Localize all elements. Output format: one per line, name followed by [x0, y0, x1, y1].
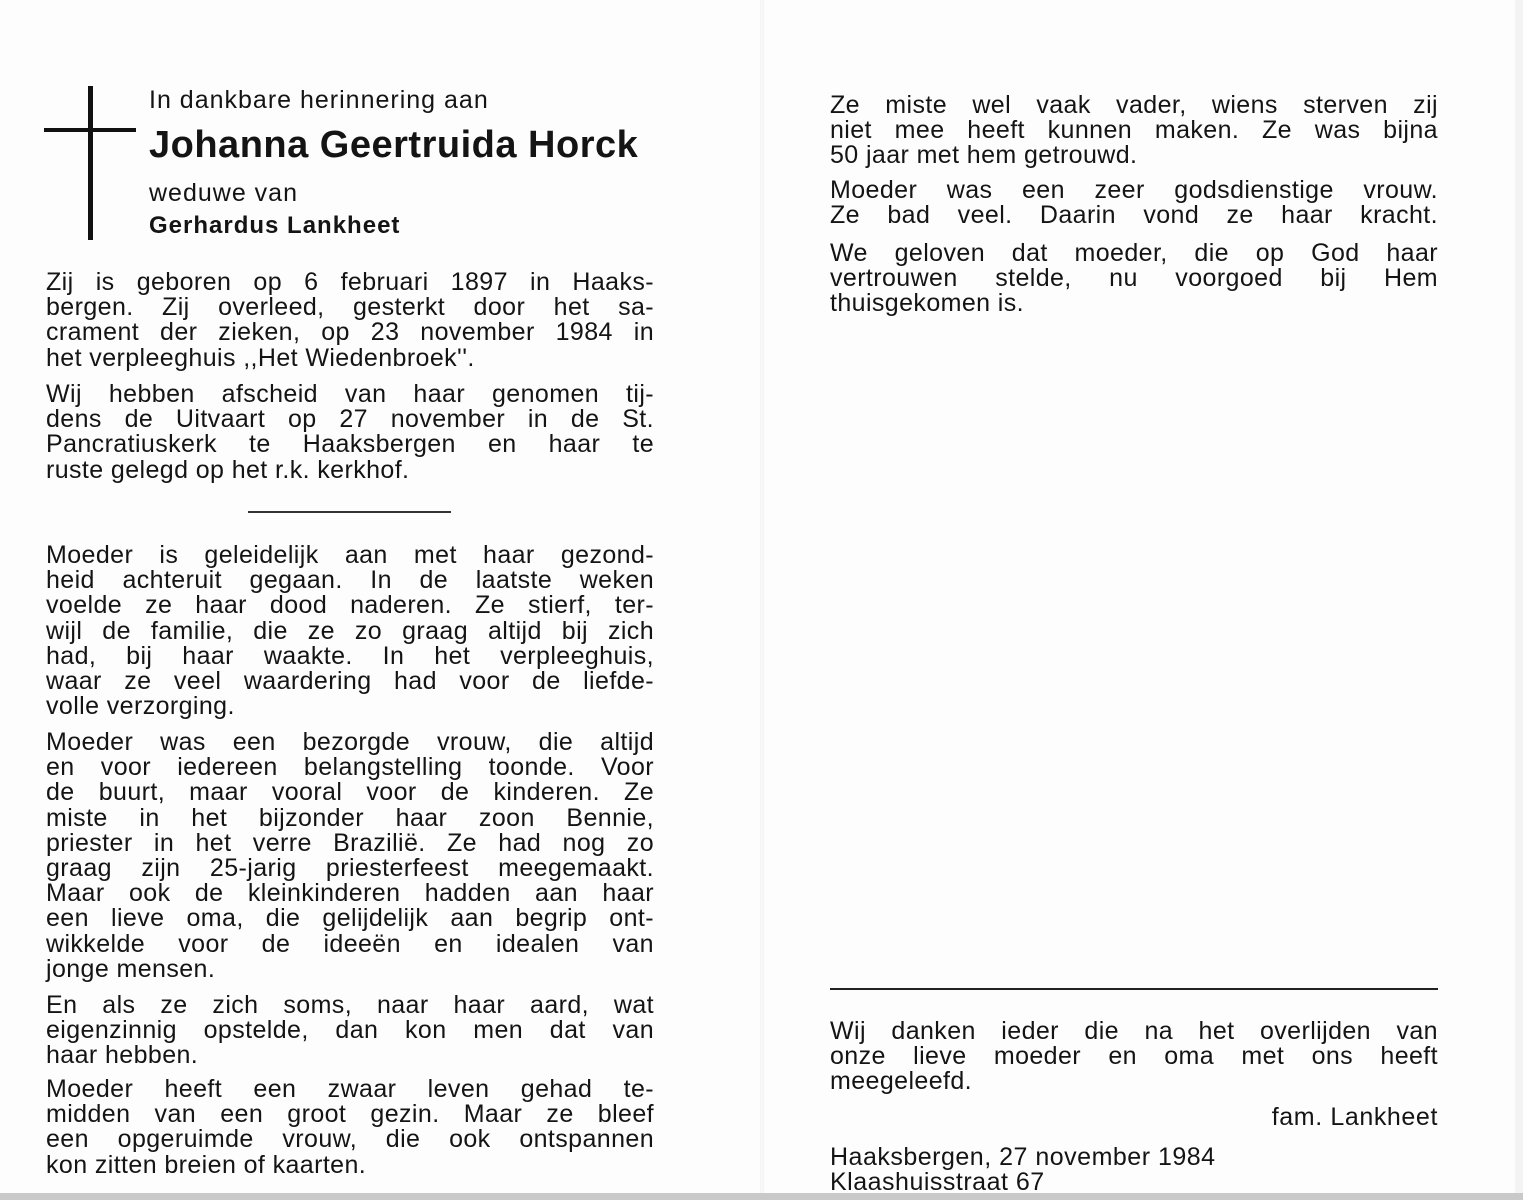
- divider: [830, 988, 1438, 990]
- father-paragraph: Ze miste wel vaak vader, wiens sterven zij niet mee heeft kunnen maken. Ze was bijna 50 jaar met hem getrouwd.: [830, 91, 1438, 170]
- widow-of-label: weduwe van: [149, 179, 298, 207]
- deceased-name: Johanna Geertruida Horck: [149, 124, 639, 166]
- address: Klaashuisstraat 67: [830, 1168, 1045, 1196]
- header-intro: In dankbare herinnering aan: [149, 86, 489, 114]
- family-signature: fam. Lankheet: [1271, 1103, 1438, 1131]
- card-edge: [1515, 0, 1523, 1193]
- health-paragraph: Moeder is geleidelijk aan met haar gezond- heid achteruit gegaan. In de laatste weken voelde ze haar dood naderen. Ze stierf, ter- wijl de familie, die ze zo graag altijd bij zich had, bij haar waakte. In het verpleeghuis, waar ze veel waardering had voor de liefde- volle verzorging.: [46, 541, 654, 721]
- character-paragraph: Moeder was een bezorgde vrouw, die altijd en voor iedereen belangstelling toonde. Voor de buurt, maar vooral voor de kinderen. Ze miste in het bijzonder haar zoon Bennie, priester in het verre Brazilië. Ze had nog zo graag zijn 25-jarig priesterfeest meegemaakt. Maar ook de kleinkinderen hadden aan haar een lieve oma, die gelijdelijk aan begrip ont- wikkelde voor de ideeën en idealen van jonge mensen.: [46, 728, 654, 983]
- birth-death-paragraph: Zij is geboren op 6 februari 1897 in Haaks- bergen. Zij overleed, gesterkt door het sa- crament der zieken, op 23 november 1984 in het verpleeghuis ,,Het Wiedenbroek''.: [46, 268, 654, 372]
- cross-icon: [44, 86, 136, 240]
- family-paragraph: Moeder heeft een zwaar leven gehad te- midden van een groot gezin. Maar ze bleef een opgeruimde vrouw, die ook ontspannen kon zitten breien of kaarten.: [46, 1075, 654, 1179]
- funeral-paragraph: Wij hebben afscheid van haar genomen tij- dens de Uitvaart op 27 november in de St. Pancratiuskerk te Haaksbergen en haar te ruste gelegd op het r.k. kerkhof.: [46, 380, 654, 484]
- thanks-paragraph: Wij danken ieder die na het overlijden van onze lieve moeder en oma met ons heeft meegeleefd.: [830, 1017, 1438, 1096]
- card-bottom-edge: [0, 1193, 1523, 1200]
- place-date: Haaksbergen, 27 november 1984: [830, 1143, 1216, 1171]
- husband-name: Gerhardus Lankheet: [149, 212, 401, 239]
- divider: [248, 511, 451, 513]
- nature-paragraph: En als ze zich soms, naar haar aard, wat eigenzinnig opstelde, dan kon men dat van haar hebben.: [46, 991, 654, 1070]
- belief-paragraph: We geloven dat moeder, die op God haar vertrouwen stelde, nu voorgoed bij Hem thuisgekomen is.: [830, 239, 1438, 318]
- faith-paragraph: Moeder was een zeer godsdienstige vrouw. Ze bad veel. Daarin vond ze haar kracht.: [830, 176, 1438, 230]
- card-fold: [760, 0, 764, 1193]
